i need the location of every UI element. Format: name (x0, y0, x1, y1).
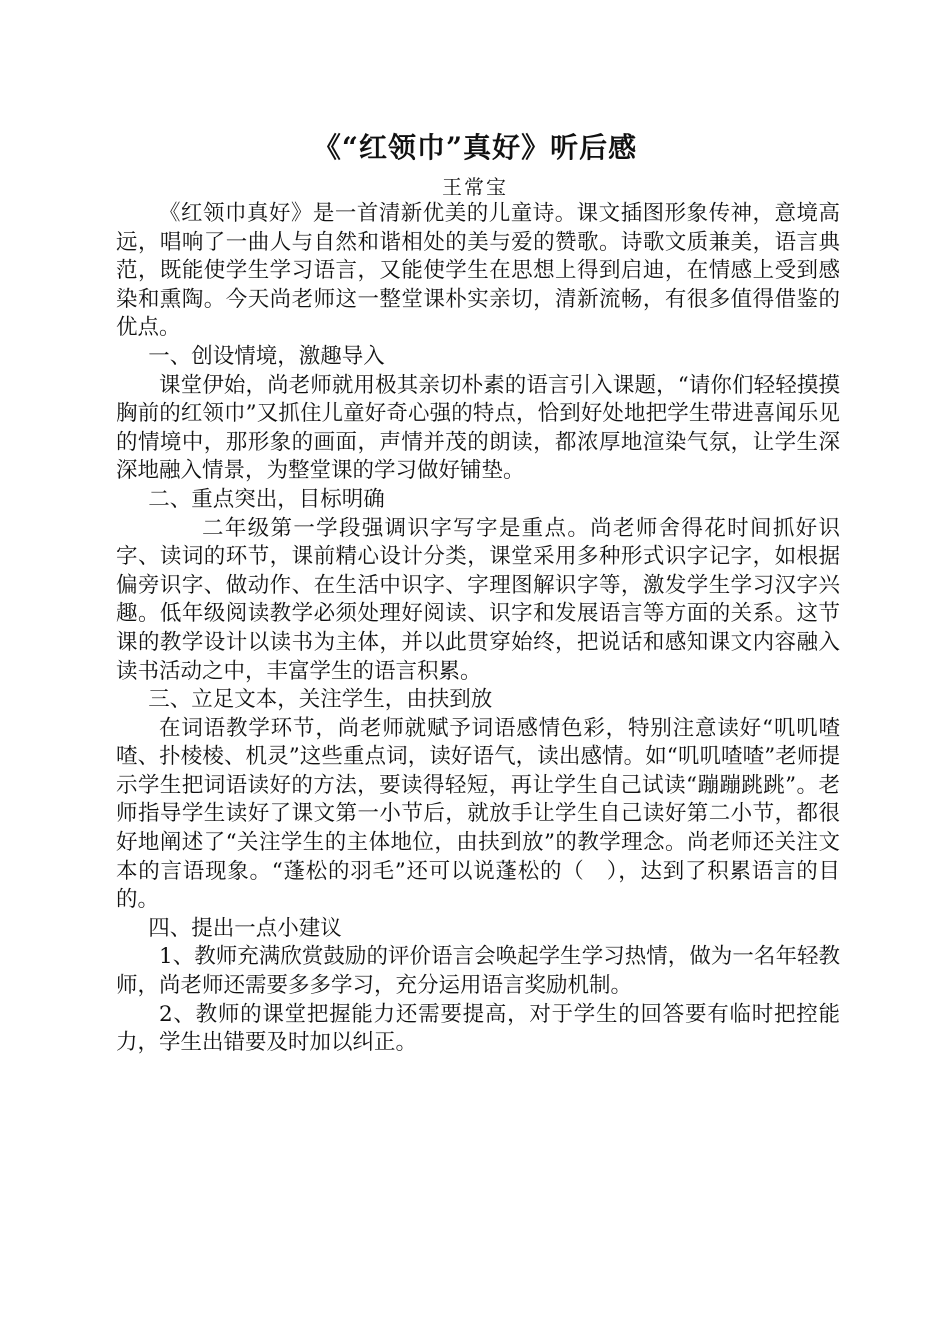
section-heading-3: 三、立足文本，关注学生，由扶到放 (148, 687, 493, 713)
section-paragraph-1: 课堂伊始，尚老师就用极其亲切朴素的语言引入课题，“请你们轻轻摸摸胸前的红领巾”又抓住儿童好奇心强的特点，恰到好处地把学生带进喜闻乐见的情境中，那形象的画面，声情并茂的朗读，都浓厚地渲染气氛，让学生深深地融入情景，为整堂课的学习做好铺垫。 (116, 372, 840, 484)
section-heading-4: 四、提出一点小建议 (148, 915, 342, 941)
section-heading-2: 二、重点突出，目标明确 (148, 486, 385, 512)
suggestion-paragraph-2: 2、教师的课堂把握能力还需要提高，对于学生的回答要有临时把控能力，学生出错要及时加以纠正。 (116, 1001, 840, 1056)
section-paragraph-2: 二年级第一学段强调识字写字是重点。尚老师舍得花时间抓好识字、读词的环节，课前精心设计分类，课堂采用多种形式识字记字，如根据偏旁识字、做动作、在生活中识字、字理图解识字等，激发学生学习汉字兴趣。低年级阅读教学必须处理好阅读、识字和发展语言等方面的关系。这节课的教学设计以读书为主体，并以此贯穿始终，把说话和感知课文内容融入读书活动之中，丰富学生的语言积累。 (116, 515, 840, 684)
suggestion-paragraph-1: 1、教师充满欣赏鼓励的评价语言会唤起学生学习热情，做为一名年轻教师，尚老师还需要多多学习，充分运用语言奖励机制。 (116, 944, 840, 999)
intro-paragraph: 《红领巾真好》是一首清新优美的儿童诗。课文插图形象传神，意境高远，唱响了一曲人与自然和谐相处的美与爱的赞歌。诗歌文质兼美，语言典范，既能使学生学习语言，又能使学生在思想上得到启迪，在情感上受到感染和熏陶。今天尚老师这一整堂课朴实亲切，清新流畅，有很多值得借鉴的优点。 (116, 201, 840, 341)
document-title: 《“红领巾”真好》听后感 (312, 131, 638, 164)
author-name: 王常宝 (442, 175, 508, 199)
section-heading-1: 一、创设情境，激趣导入 (148, 343, 385, 369)
section-paragraph-3: 在词语教学环节，尚老师就赋予词语感情色彩，特别注意读好“叽叽喳喳、扑棱棱、机灵”这些重点词，读好语气，读出感情。如“叽叽喳喳”老师提示学生把词语读好的方法，要读得轻短，再让学生自己试读“蹦蹦跳跳”。老师指导学生读好了课文第一小节后，就放手让学生自己读好第二小节，都很好地阐述了“关注学生的主体地位，由扶到放”的教学理念。尚老师还关注文本的言语现象。“蓬松的羽毛”还可以说蓬松的（ ），达到了积累语言的目的。 (116, 715, 840, 913)
document-body (116, 200, 840, 1058)
